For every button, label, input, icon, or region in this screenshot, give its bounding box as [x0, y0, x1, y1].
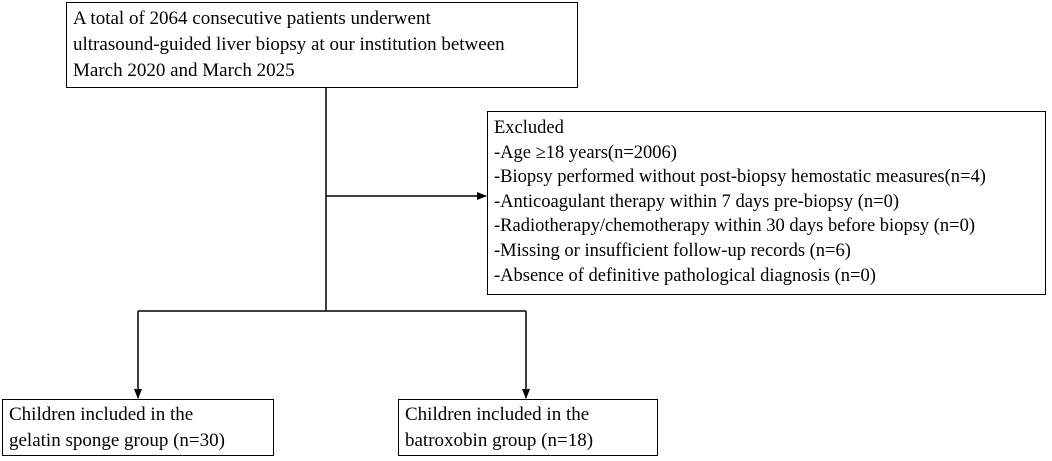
enrollment-line: ultrasound-guided liver biopsy at our institution between: [73, 34, 505, 55]
enrollment-line: A total of 2064 consecutive patients underwent: [73, 8, 431, 29]
exclusion-criterion: -Missing or insufficient follow-up records (n=6): [494, 240, 851, 261]
group-line: Children included in the: [9, 404, 194, 425]
enrollment-line: March 2020 and March 2025: [73, 60, 295, 81]
excluded-box: [487, 111, 1046, 295]
exclusion-criterion: -Biopsy performed without post-biopsy hemostatic measures(n=4): [494, 167, 986, 188]
group-line: batroxobin group (n=18): [405, 430, 594, 451]
exclusion-criterion: -Age ≥18 years(n=2006): [494, 142, 677, 163]
group-line: gelatin sponge group (n=30): [9, 430, 225, 451]
exclusion-criterion: -Radiotherapy/chemotherapy within 30 days before biopsy (n=0): [494, 216, 976, 237]
batroxobin-group-box: [398, 399, 658, 456]
group-line: Children included in the: [405, 404, 590, 425]
exclusion-criterion: -Absence of definitive pathological diagnosis (n=0): [494, 265, 876, 286]
excluded-title: Excluded: [494, 118, 564, 138]
gelatin-sponge-group-box: [2, 399, 274, 456]
enrollment-box: [66, 2, 578, 88]
exclusion-criterion: -Anticoagulant therapy within 7 days pre-biopsy (n=0): [494, 191, 900, 212]
